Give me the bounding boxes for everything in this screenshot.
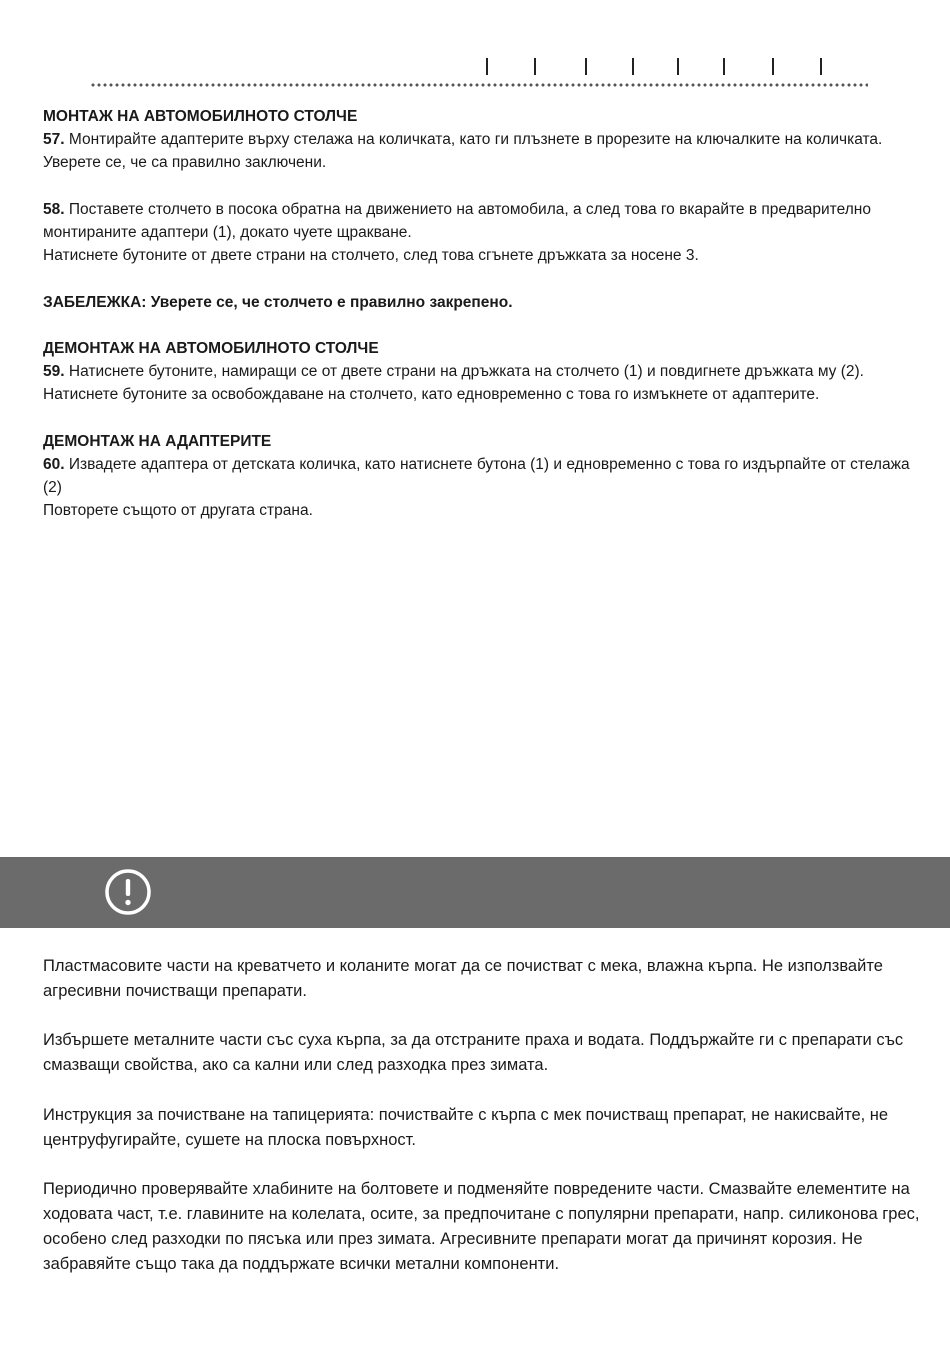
tick-mark <box>772 58 774 75</box>
maintenance-paragraph: Периодично проверявайте хлабините на болтовете и подменяйте повредените части. Смазвайте елементите на ходовата част, т.е. главините на колелата, осите, за предпочитане с популярни препарати, напр. силиконова грес, особено след разходки по пясъка или през зимата. Агресивните препарати могат да причинят корозия. Не забравяйте също така да поддържате всички метални компоненти. <box>43 1180 920 1273</box>
step-58-continued: Натиснете бутоните от двете страни на столчето, след това сгънете дръжката за носене 3. <box>43 247 699 265</box>
instructions-section <box>43 105 913 523</box>
step-number: 59. <box>43 363 65 381</box>
step-text: Поставете столчето в посока обратна на движението на автомобила, а след това го вкарайте в предварително монтираните адаптери (1), докато чуете щракване. <box>43 200 871 241</box>
step-number: 60. <box>43 455 65 473</box>
step-57 <box>43 128 913 174</box>
step-60 <box>43 453 913 499</box>
tick-mark <box>677 58 679 75</box>
step-number: 57. <box>43 131 65 149</box>
maintenance-section <box>43 954 923 1301</box>
warning-icon <box>104 868 152 916</box>
step-text: Монтирайте адаптерите върху стелажа на количката, като ги плъзнете в прорезите на ключалките на количката. Уверете се, че са правилно заключени. <box>43 131 883 172</box>
maintenance-paragraph: Пластмасовите части на креватчето и коланите могат да се почистват с мека, влажна кърпа. Не използвайте агресивни почистващи препарати. <box>43 957 883 1000</box>
disassembly-heading: ДЕМОНТАЖ НА АВТОМОБИЛНОТО СТОЛЧЕ <box>43 339 379 357</box>
tick-mark <box>723 58 725 75</box>
tick-mark <box>585 58 587 75</box>
note: ЗАБЕЛЕЖКА: Уверете се, че столчето е правилно закрепено. <box>43 293 513 311</box>
maintenance-paragraph: Инструкция за почистване на тапицерията: почиствайте с кърпа с мек почистващ препарат, не накисвайте, не центруфугирайте, сушете на плоска повърхност. <box>43 1105 889 1149</box>
tick-mark <box>820 58 822 75</box>
assembly-heading: МОНТАЖ НА АВТОМОБИЛНОТО СТОЛЧЕ <box>43 108 358 125</box>
step-text: Извадете адаптера от детската количка, като натиснете бутона (1) и едновременно с това го издърпайте от стелажа (2) <box>43 455 910 497</box>
step-text: Натиснете бутоните, намиращи се от двете страни на дръжката на столчето (1) и повдигнете дръжката му (2). <box>64 363 864 381</box>
tick-mark <box>632 58 634 75</box>
tick-mark <box>486 58 488 75</box>
step-59-continued: Натиснете бутоните за освобождаване на столчето, като едновременно с това го измъкнете от адаптерите. <box>43 386 820 404</box>
tick-mark <box>534 58 536 75</box>
adapters-heading: ДЕМОНТАЖ НА АДАПТЕРИТЕ <box>43 432 272 450</box>
step-60-continued: Повторете същото от другата страна. <box>43 502 313 520</box>
step-59 <box>43 360 913 383</box>
step-number: 58. <box>43 200 65 218</box>
dotted-divider <box>90 83 868 87</box>
maintenance-paragraph: Избършете металните части със суха кърпа, за да отстраните праха и водата. Поддържайте ги с препарати със смазващи свойства, ако са кални или след разходка през зимата. <box>43 1031 904 1075</box>
step-58 <box>43 198 913 244</box>
page-marker-ticks <box>0 58 950 76</box>
